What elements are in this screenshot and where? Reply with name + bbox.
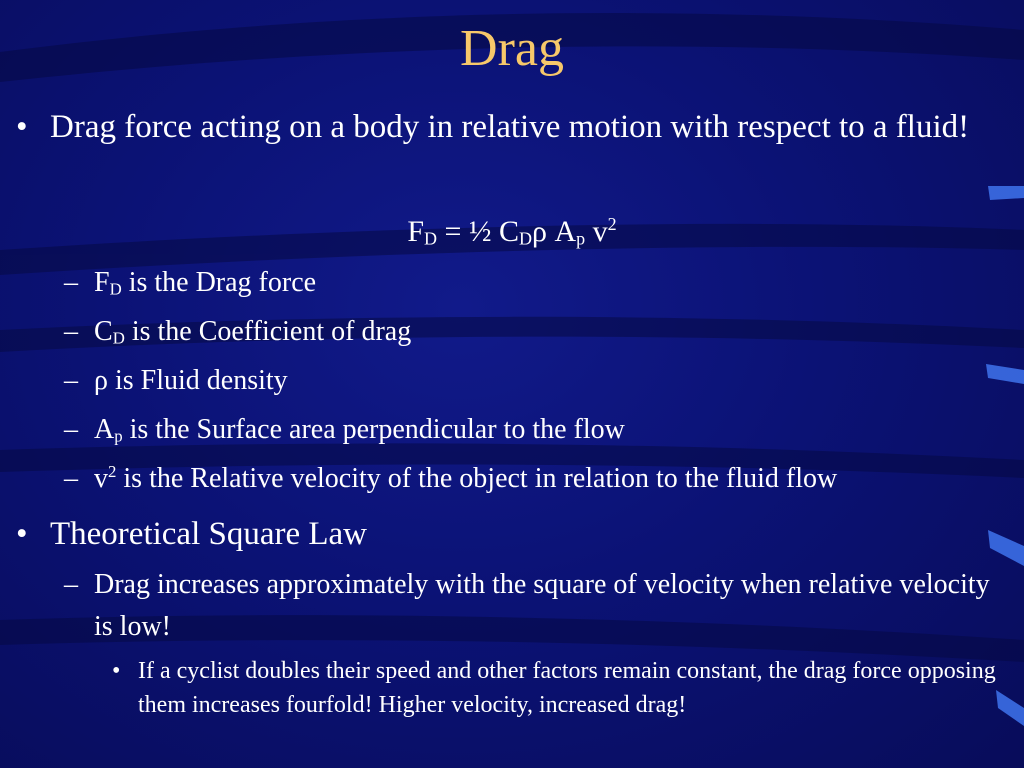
detail-text: Drag increases approximately with the square of velocity when relative velocity is low! <box>94 569 990 642</box>
bullet-marker: • <box>112 658 121 684</box>
example-text: If a cyclist doubles their speed and other factors remain constant, the drag force opposing them increases fourfold! Higher velocity, increased drag! <box>138 658 996 718</box>
bullet-text: Drag force acting on a body in relative motion with respect to a fluid! <box>50 109 970 145</box>
definition-text: $F_D$ is the Drag force <box>94 267 317 299</box>
slide-title: Drag <box>460 20 564 77</box>
definition-text: $C_D$ is the Coefficient of drag <box>94 316 412 348</box>
definition-text: $v^2$ is the Relative velocity of the object in relation to the fluid flow <box>94 461 838 494</box>
bullet-marker: • <box>16 516 28 552</box>
dash-marker: – <box>64 316 78 347</box>
drag-formula: $F_D$ = ½ $C_D\rho$ $A_p$ $v^2$ <box>407 214 617 249</box>
dash-marker: – <box>64 267 78 298</box>
definition-text: ρ is Fluid density <box>94 365 288 396</box>
dash-marker: – <box>64 569 78 600</box>
dash-marker: – <box>64 414 78 445</box>
bullet-marker: • <box>16 109 28 145</box>
bullet-text: Theoretical Square Law <box>50 516 368 552</box>
dash-marker: – <box>64 463 78 494</box>
definition-text: $A_p$ is the Surface area perpendicular to the flow <box>94 414 625 446</box>
dash-marker: – <box>64 365 78 396</box>
